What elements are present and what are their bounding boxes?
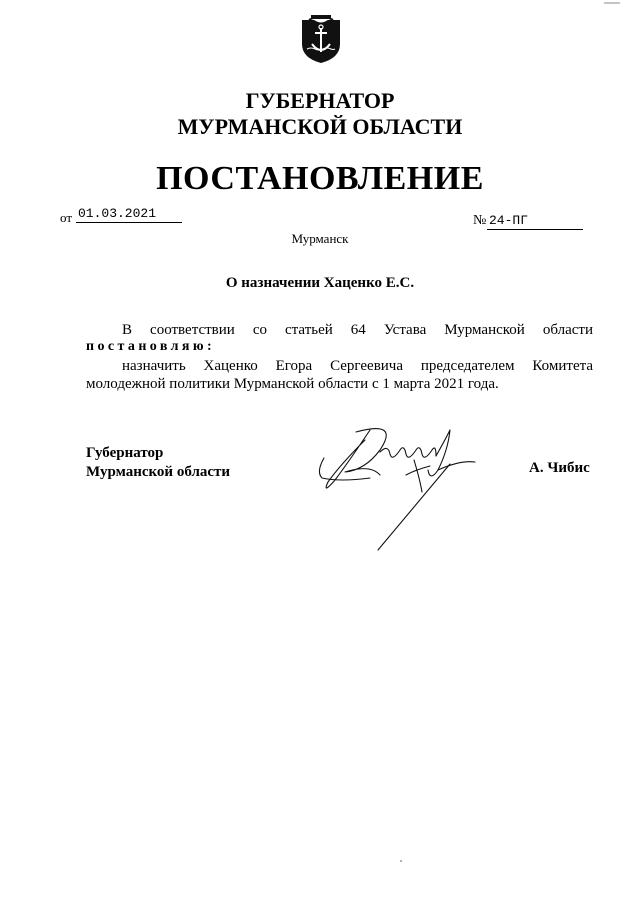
document-type: ПОСТАНОВЛЕНИЕ (156, 160, 484, 197)
scan-speck (400, 860, 402, 862)
resolve-word: постановляю: (86, 339, 216, 354)
signatory-name: А. Чибис (529, 460, 590, 476)
number-prefix: № (473, 213, 487, 228)
coat-of-arms-icon (301, 14, 341, 64)
document-date: 01.03.2021 (76, 206, 182, 223)
body-paragraph-2: назначить Хаценко Егора Сергеевича председателем Комитета (122, 358, 593, 374)
city: Мурманск (291, 231, 349, 246)
document-title: О назначении Хаценко Е.С. (225, 275, 415, 291)
date-prefix: от (60, 210, 73, 225)
issuer-line-2: МУРМАНСКОЙ ОБЛАСТИ (177, 114, 463, 139)
body-paragraph-3: молодежной политики Мурманской области с 1 марта 2021 года. (86, 376, 499, 392)
document-number: 24-ПГ (487, 213, 583, 230)
signatory-position-line-2: Мурманской области (86, 464, 231, 480)
scan-mark (604, 2, 620, 4)
handwritten-signature-icon (310, 420, 480, 555)
body-paragraph-1: В соответствии со статьей 64 Устава Мурманской области (122, 322, 593, 338)
issuer-line-1: ГУБЕРНАТОР (245, 88, 395, 113)
signatory-position-line-1: Губернатор (86, 445, 164, 461)
